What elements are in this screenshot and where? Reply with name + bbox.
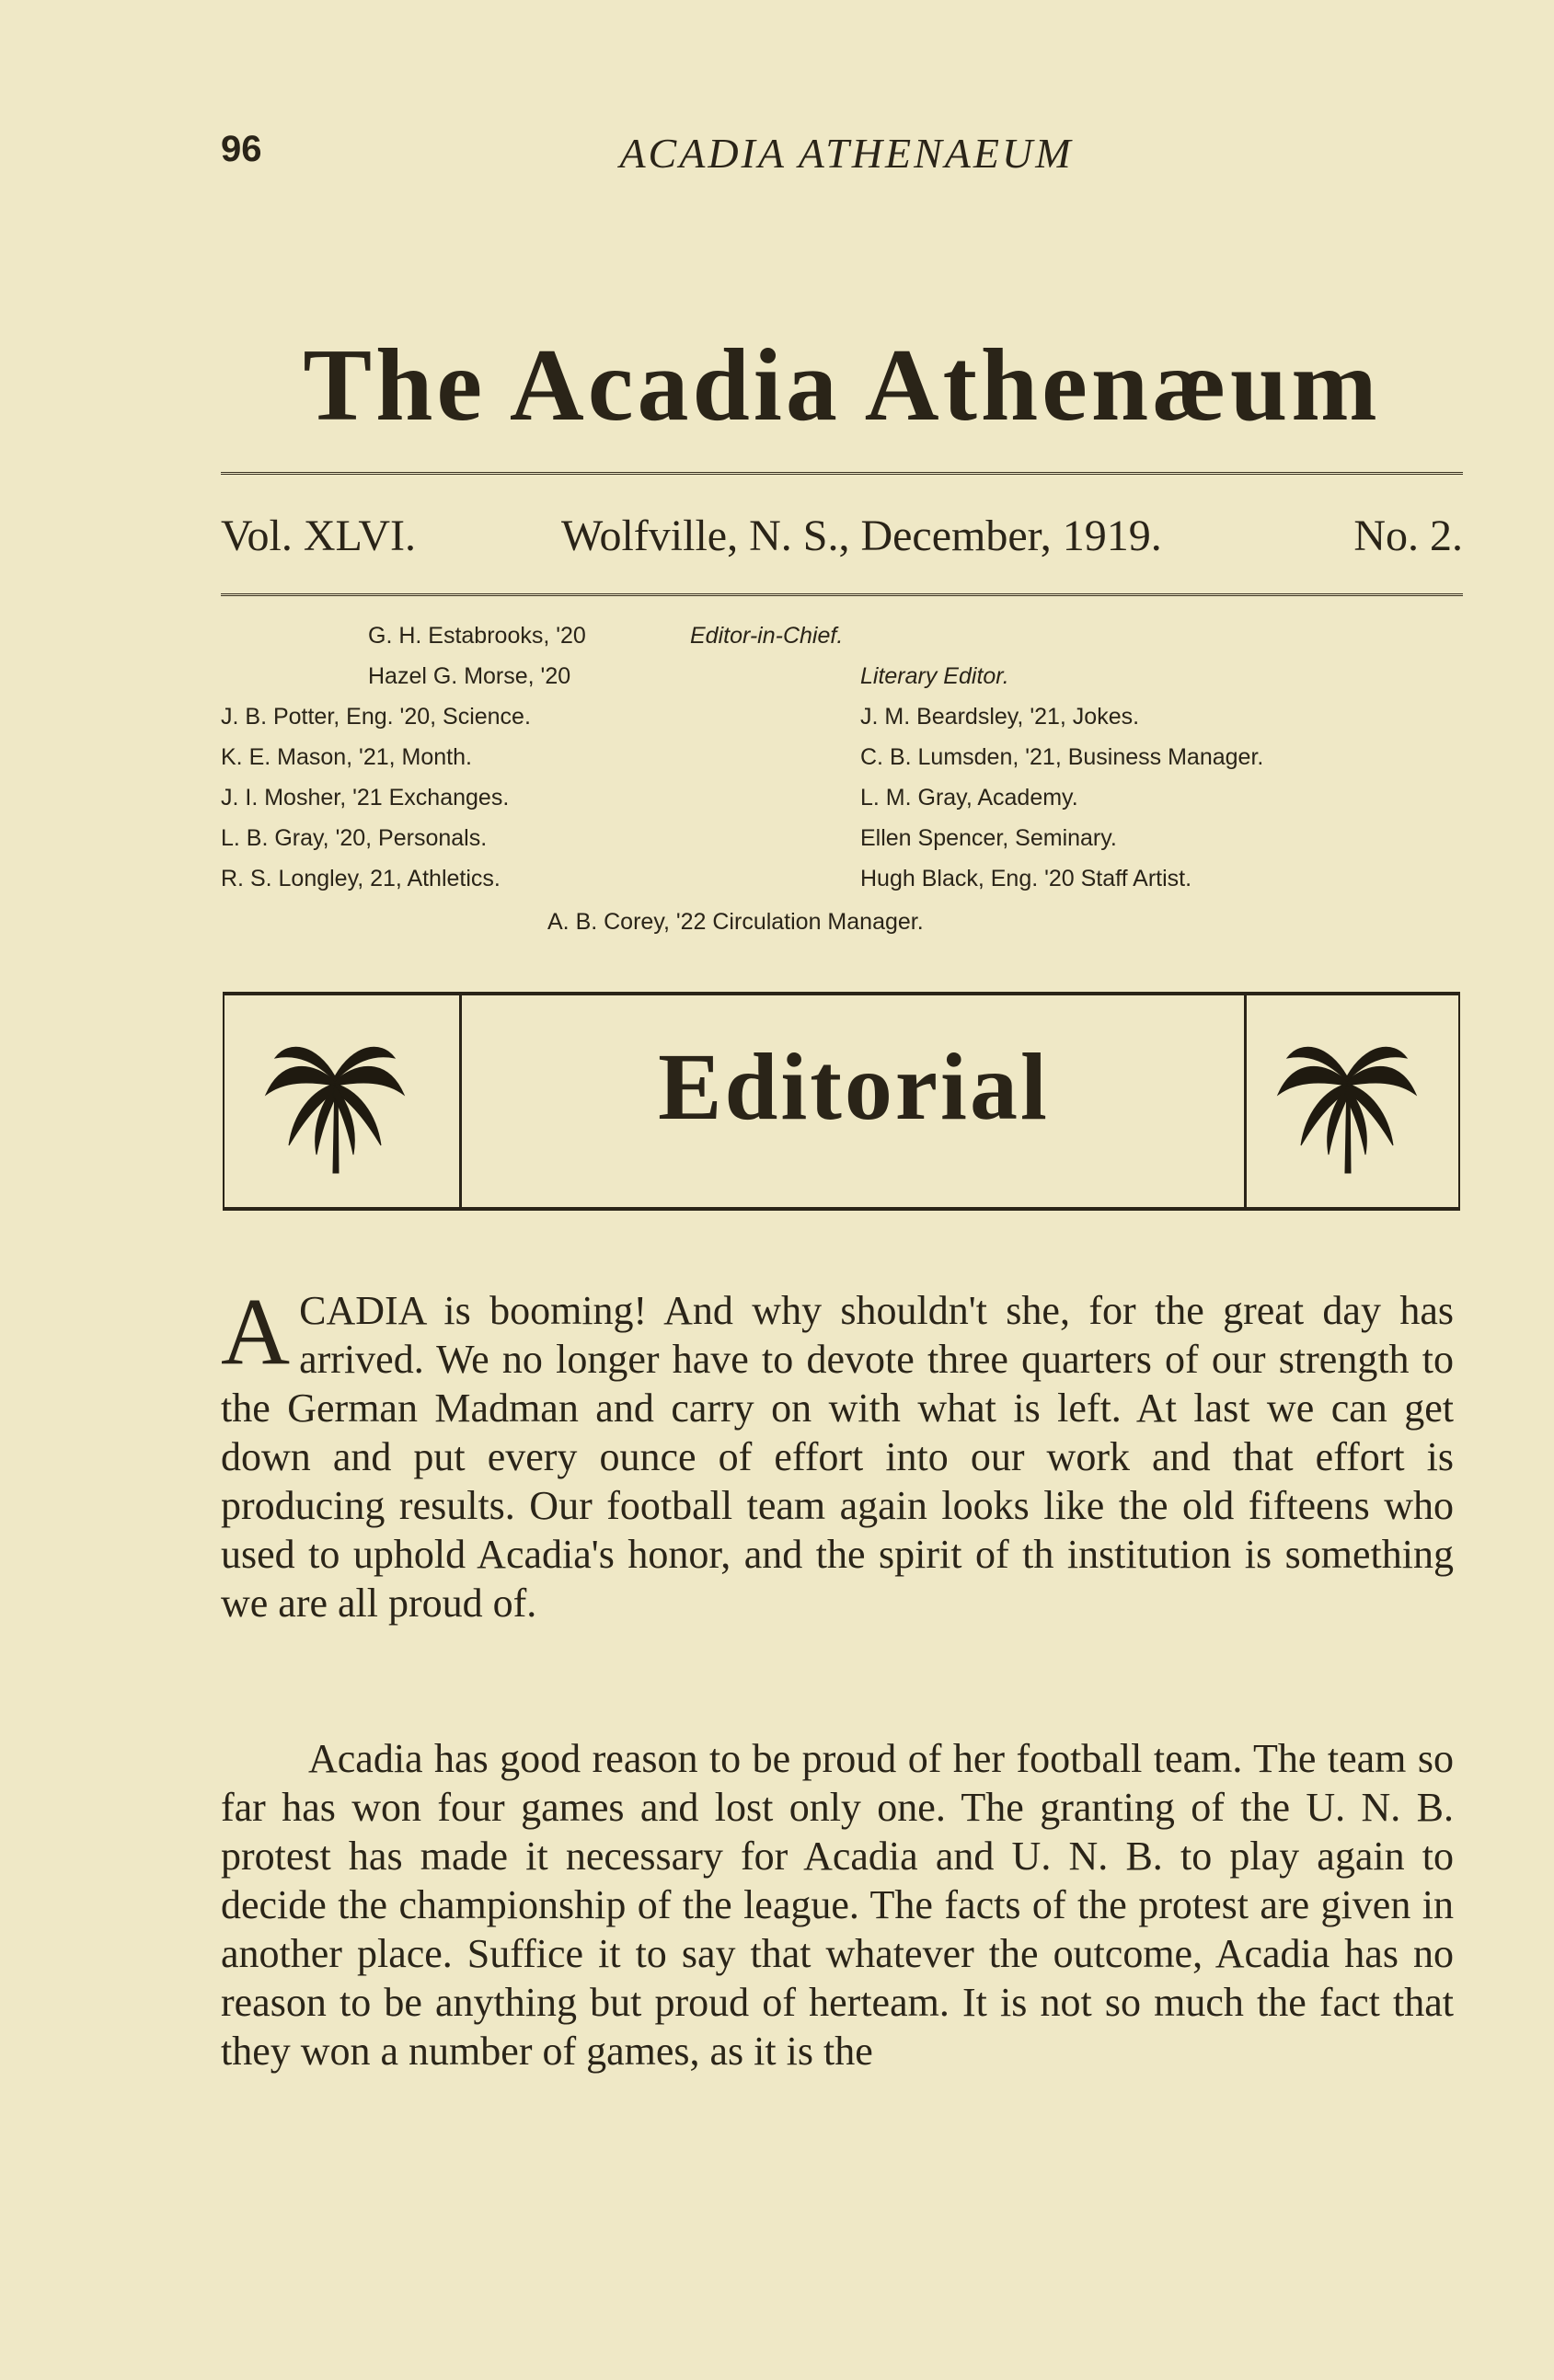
paragraph-1-text: CADIA is booming! And why shouldn't she, for the great day has arrived. We no longer have to devote three quarters of our strength to the German Madman and carry on with what is left. At last we can get down and put every ounce of effort into our work and that effort is producing results. Our football team again looks like the old fifteens who used to uphold Acadia's honor, and the spirit of th institution is something we are all proud of. xyxy=(221,1288,1454,1626)
palm-tree-icon xyxy=(1273,1040,1421,1178)
editor-in-chief-role: Editor-in-Chief. xyxy=(690,623,844,649)
volume-label: Vol. XLVI. xyxy=(221,512,417,560)
staff-right-4: Ellen Spencer, Seminary. xyxy=(860,825,1117,851)
editor-in-chief-name: G. H. Estabrooks, '20 xyxy=(368,623,586,649)
issue-line xyxy=(221,511,1463,566)
staff-right-5: Hugh Black, Eng. '20 Staff Artist. xyxy=(860,866,1192,891)
literary-editor-role: Literary Editor. xyxy=(860,663,1009,689)
literary-editor-name: Hazel G. Morse, '20 xyxy=(368,663,571,689)
place-date: Wolfville, N. S., December, 1919. xyxy=(561,512,1162,560)
editorial-heading: Editorial xyxy=(658,1034,1050,1140)
editorial-paragraph-2 xyxy=(221,1734,1454,2075)
staff-right-2: C. B. Lumsden, '21, Business Manager. xyxy=(860,744,1264,770)
issue-rule xyxy=(221,593,1463,596)
drop-cap: A xyxy=(221,1279,291,1385)
circulation-manager: A. B. Corey, '22 Circulation Manager. xyxy=(547,909,924,935)
staff-left-5: R. S. Longley, 21, Athletics. xyxy=(221,866,501,891)
staff-left-3: J. I. Mosher, '21 Exchanges. xyxy=(221,785,510,811)
issue-number: No. 2. xyxy=(1353,512,1463,560)
banner-divider-left xyxy=(459,995,462,1207)
staff-left-2: K. E. Mason, '21, Month. xyxy=(221,744,472,770)
staff-right-1: J. M. Beardsley, '21, Jokes. xyxy=(860,704,1140,730)
banner-divider-right xyxy=(1244,995,1247,1207)
paragraph-2-text: Acadia has good reason to be proud of her football team. The team so far has won four games and lost only one. The granting of the U. N. B. protest has made it necessary for Acadia and U. N. B. to play again to decide the championship of the league. The facts of the protest are given in another place. Suffice it to say that whatever the outcome, Acadia has no reason to be anything but proud of herteam. It is not so much the fact that they won a number of games, as it is the xyxy=(221,1736,1454,2074)
running-title: ACADIA ATHENAEUM xyxy=(619,130,1074,177)
editorial-banner xyxy=(223,992,1460,1211)
editorial-paragraph-1 xyxy=(221,1279,1454,1627)
running-header xyxy=(221,129,1472,184)
page-number: 96 xyxy=(221,129,262,169)
masthead-rule xyxy=(221,472,1463,475)
staff-left-1: J. B. Potter, Eng. '20, Science. xyxy=(221,704,531,730)
staff-left-4: L. B. Gray, '20, Personals. xyxy=(221,825,488,851)
palm-tree-icon xyxy=(261,1040,409,1178)
staff-right-3: L. M. Gray, Academy. xyxy=(860,785,1078,811)
masthead-title: The Acadia Athenæum xyxy=(303,328,1381,443)
